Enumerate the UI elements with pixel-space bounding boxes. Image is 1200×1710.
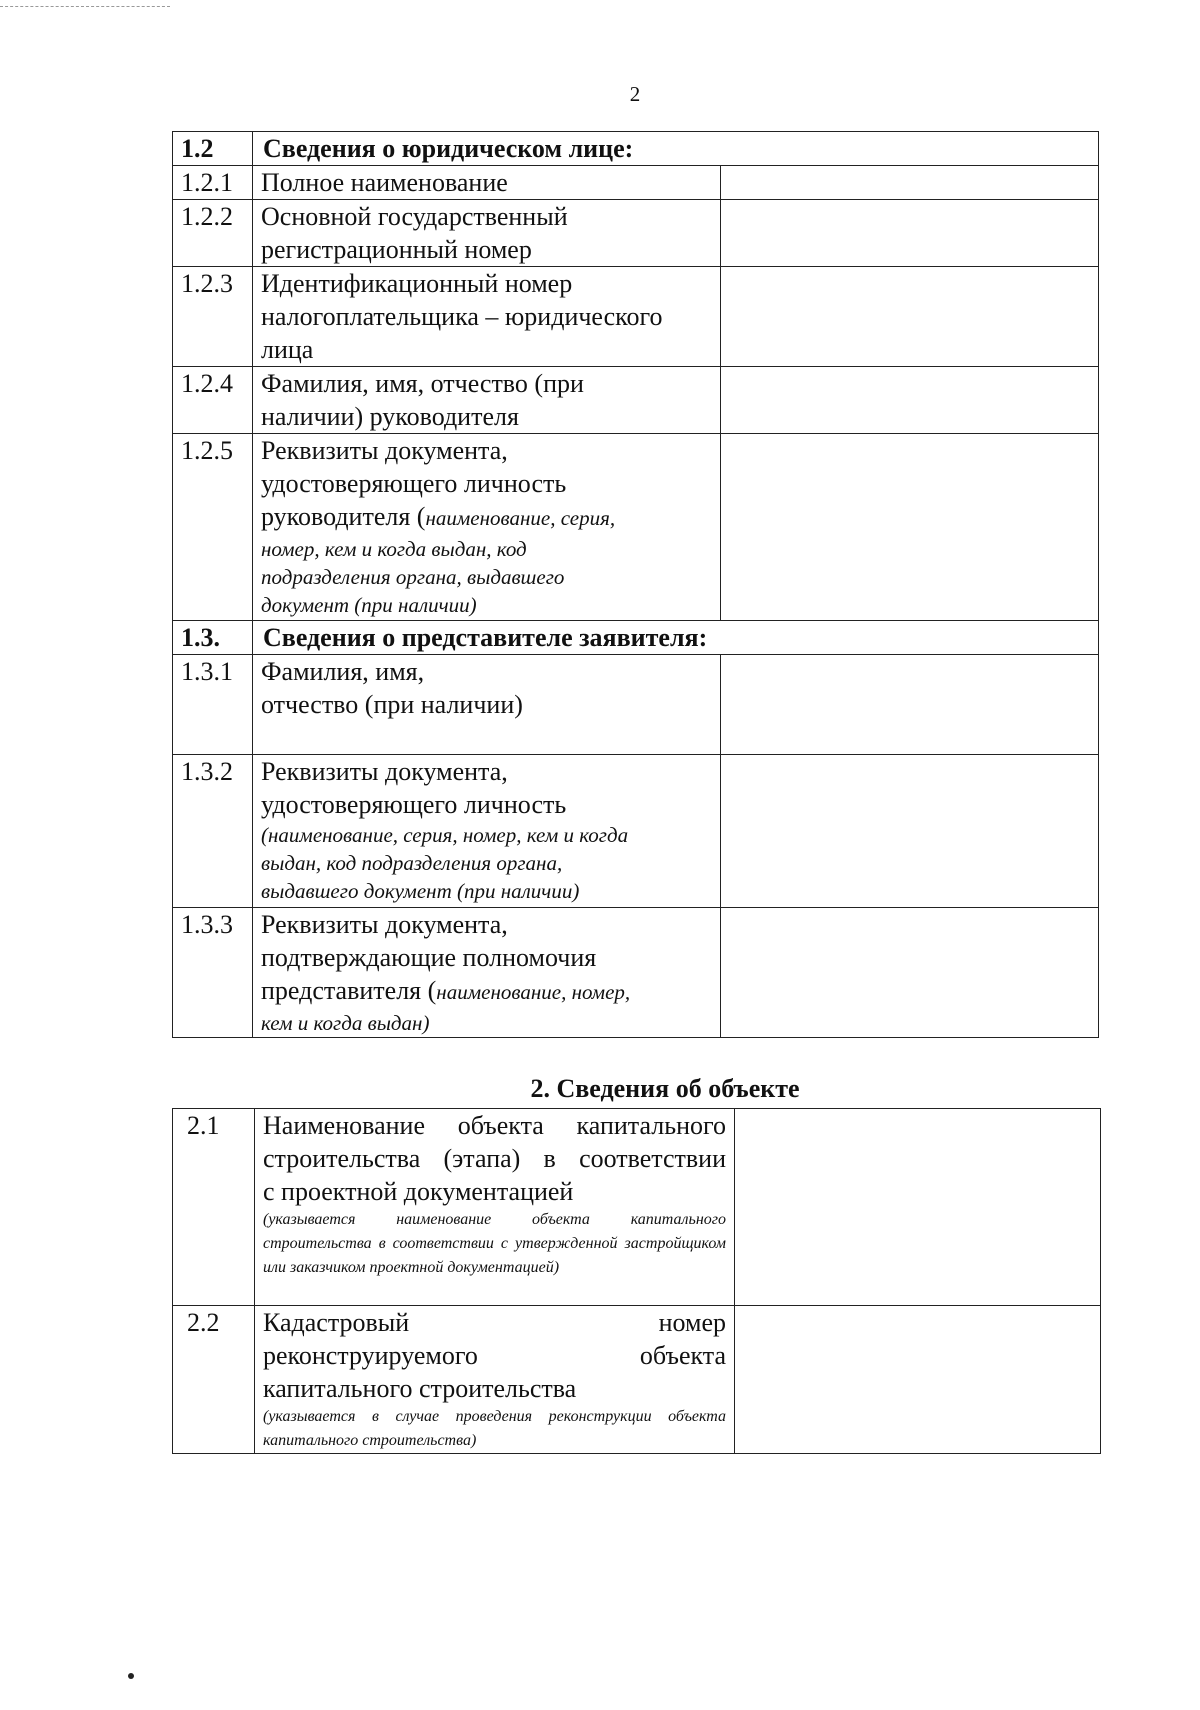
value-cell[interactable] — [721, 655, 1099, 755]
value-cell[interactable] — [735, 1109, 1101, 1306]
section-title: Сведения о представителе заявителя: — [253, 621, 1099, 655]
table-row — [173, 1306, 1101, 1454]
section-1-3-row — [173, 621, 1099, 655]
legal-entity-table — [172, 131, 1099, 1038]
row-number: 1.3.2 — [173, 755, 253, 908]
row-number: 1.3.3 — [173, 908, 253, 1038]
value-cell[interactable] — [735, 1306, 1101, 1454]
scan-artifact — [0, 6, 170, 8]
row-label: Реквизиты документа, удостоверяющего личность руководителя (наименование, серия, номер, кем и когда выдан, код подразделения органа, выдавшего документ (при наличии) — [253, 434, 721, 621]
table-row — [173, 434, 1099, 621]
value-cell[interactable] — [721, 166, 1099, 200]
value-cell[interactable] — [721, 908, 1099, 1038]
row-number: 1.2.3 — [173, 267, 253, 367]
table-row — [173, 166, 1099, 200]
section-1-2-row — [173, 132, 1099, 166]
row-number: 1.3. — [173, 621, 253, 655]
row-label: Наименование объекта капитального строительства (этапа) в соответствии с проектной документацией (указывается наименование объекта капитального строительства в соответствии с утвержденной застройщиком или заказчиком проектной документацией) — [255, 1109, 735, 1306]
row-label: Идентификационный номер налогоплательщика – юридического лица — [253, 267, 721, 367]
value-cell[interactable] — [721, 755, 1099, 908]
value-cell[interactable] — [721, 200, 1099, 267]
row-number: 1.2.2 — [173, 200, 253, 267]
table-row — [173, 200, 1099, 267]
table-row — [173, 267, 1099, 367]
row-label: Основной государственный регистрационный номер — [253, 200, 721, 267]
row-label: Реквизиты документа, удостоверяющего личность (наименование, серия, номер, кем и когда выдан, код подразделения органа, выдавшего документ (при наличии) — [253, 755, 721, 908]
table-row — [173, 1109, 1101, 1306]
row-number: 1.2 — [173, 132, 253, 166]
value-cell[interactable] — [721, 434, 1099, 621]
value-cell[interactable] — [721, 367, 1099, 434]
row-label: Полное наименование — [253, 166, 721, 200]
table-row — [173, 908, 1099, 1038]
row-label: Кадастровый номер реконструируемого объекта капитального строительства (указывается в случае проведения реконструкции объекта капитального строительства) — [255, 1306, 735, 1454]
row-number: 1.3.1 — [173, 655, 253, 755]
row-label: Фамилия, имя, отчество (при наличии) — [253, 655, 721, 755]
section-2-heading: 2. Сведения об объекте — [530, 1074, 800, 1103]
table-row — [173, 755, 1099, 908]
row-number: 1.2.1 — [173, 166, 253, 200]
object-info-table — [172, 1108, 1101, 1454]
row-label: Реквизиты документа, подтверждающие полномочия представителя (наименование, номер, кем и когда выдан) — [253, 908, 721, 1038]
row-number: 2.2 — [173, 1306, 255, 1454]
value-cell[interactable] — [721, 267, 1099, 367]
table-row — [173, 367, 1099, 434]
row-number: 1.2.4 — [173, 367, 253, 434]
row-number: 1.2.5 — [173, 434, 253, 621]
row-number: 2.1 — [173, 1109, 255, 1306]
table-row — [173, 655, 1099, 755]
section-title: Сведения о юридическом лице: — [253, 132, 1099, 166]
page-number: 2 — [629, 82, 641, 106]
row-label: Фамилия, имя, отчество (при наличии) руководителя — [253, 367, 721, 434]
stray-dot — [128, 1673, 134, 1679]
